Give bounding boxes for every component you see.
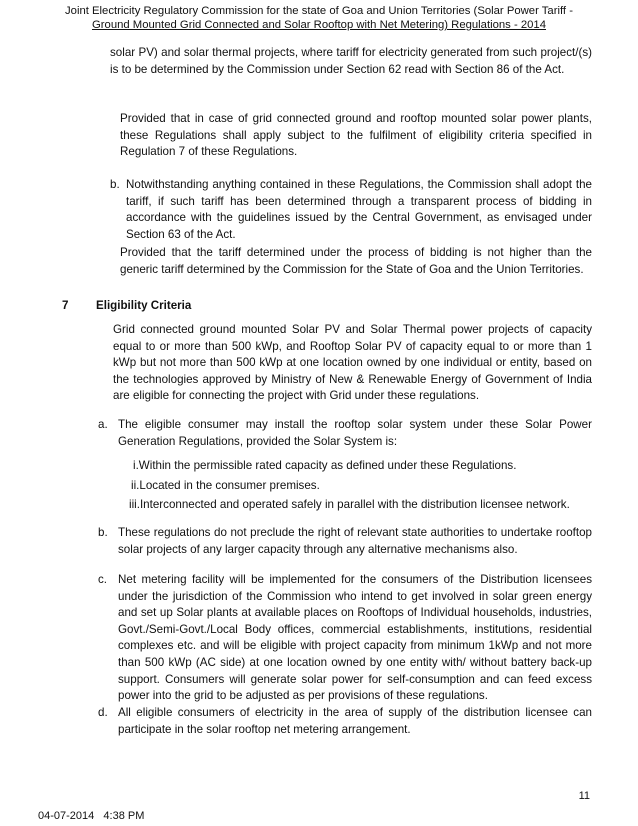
subitem-ii-text: Located in the consumer premises. xyxy=(139,479,320,492)
proviso-1-text: Provided that in case of grid connected ground and rooftop mounted solar power plants, these Regulations shall apply subject to the fulfilment of eligibility criteria specified in Regulation 7 of these Regulations. xyxy=(120,112,592,159)
subitem-iii xyxy=(129,497,570,514)
item-a-text: The eligible consumer may install the rooftop solar system under these Solar Power Generation Regulations, provided the Solar System is: xyxy=(118,418,592,448)
subitem-i-marker: i. xyxy=(133,459,139,472)
proviso-2-text: Provided that the tariff determined under the process of bidding is not higher than the generic tariff determined by the Commission for the State of Goa and the Union Territories. xyxy=(120,246,592,276)
proviso-1 xyxy=(120,111,592,161)
item-c-paragraph xyxy=(118,572,592,705)
item-c-marker: c. xyxy=(98,573,108,586)
page-number: 11 xyxy=(578,790,590,802)
item-b2-paragraph xyxy=(118,525,592,558)
item-d-text: All eligible consumers of electricity in the area of supply of the distribution licensee can participate in the solar rooftop net metering arrangement. xyxy=(118,706,592,736)
header-line-2: Ground Mounted Grid Connected and Solar Rooftop with Net Metering) Regulations - 2014 xyxy=(91,19,547,31)
header-line-1: Joint Electricity Regulatory Commission for the state of Goa and Union Territories (Solar Power Tariff - xyxy=(65,5,573,17)
item-d-paragraph xyxy=(118,705,592,738)
subitem-ii-marker: ii. xyxy=(131,479,140,492)
page-header xyxy=(30,4,608,32)
section-7-title: Eligibility Criteria xyxy=(96,299,192,312)
footer-timestamp: 04-07-2014 4:38 PM xyxy=(38,810,145,822)
item-a-paragraph xyxy=(118,417,592,450)
subitem-i xyxy=(133,458,516,475)
item-d-marker: d. xyxy=(98,706,108,719)
item-b-text: Notwithstanding anything contained in these Regulations, the Commission shall adopt the tariff, if such tariff has been determined through a transparent process of bidding in accordance with the guidelines issued by the Central Government, as envisaged under Section 63 of the Act. xyxy=(126,178,592,241)
subitem-iii-text: Interconnected and operated safely in parallel with the distribution licensee network. xyxy=(139,498,570,511)
item-b-marker: b. xyxy=(110,178,120,191)
item-b2-text: These regulations do not preclude the right of relevant state authorities to undertake rooftop solar projects of any larger capacity through any alternative mechanisms also. xyxy=(118,526,592,556)
subitem-iii-marker: iii. xyxy=(129,498,140,511)
subitem-i-text: Within the permissible rated capacity as defined under these Regulations. xyxy=(138,459,517,472)
subitem-ii xyxy=(131,478,320,495)
section-7-intro-text: Grid connected ground mounted Solar PV and Solar Thermal power projects of capacity equal to or more than 500 kWp, and Rooftop Solar PV of capacity equal to or more than 1 kWp but not more than 500 kWp at one location owned by one individual or entity, based on the technologies approved by Ministry of New & Renewable Energy of Government of India are eligible for connecting the project with Grid under these regulations. xyxy=(113,323,592,403)
section-7-number: 7 xyxy=(62,299,69,312)
item-a-marker: a. xyxy=(98,418,108,431)
continued-paragraph xyxy=(110,45,592,78)
item-b2-marker: b. xyxy=(98,526,108,539)
item-b-paragraph xyxy=(126,177,592,243)
proviso-2 xyxy=(120,245,592,278)
continued-paragraph-text: solar PV) and solar thermal projects, where tariff for electricity generated from such project/(s) is to be determined by the Commission under Section 62 read with Section 86 of the Act. xyxy=(110,46,592,76)
section-7-intro xyxy=(113,322,592,405)
item-c-text: Net metering facility will be implemented for the consumers of the Distribution licensees under the jurisdiction of the Commission who intend to get involved in solar green energy and set up Solar plants at available places on Rooftops of Individual households, industries, Govt./Semi-Govt./Local Body offices, commercial establishments, institutions, residential complexes etc. and will be eligible with project capacity from minimum 1kWp and not more than 500 kWp (AC side) at one location owned by one entity with/ without battery back-up support. Consumers will generate solar power for self-consumption and can feed excess power into the grid to be adjusted as per provisions of these regulations. xyxy=(118,573,592,703)
